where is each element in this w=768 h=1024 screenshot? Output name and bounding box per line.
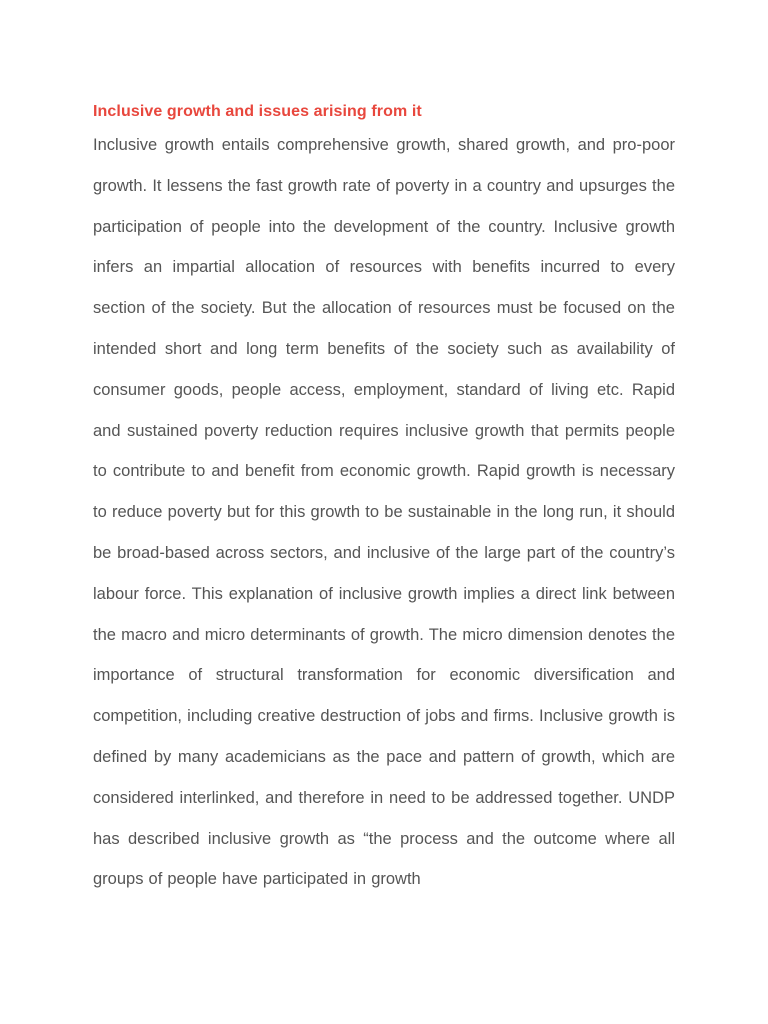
document-content	[93, 100, 675, 900]
body-paragraph: Inclusive growth entails comprehensive growth, shared growth, and pro-poor growth. It lessens the fast growth rate of poverty in a country and upsurges the participation of people into the development of the country. Inclusive growth infers an impartial allocation of resources with benefits incurred to every section of the society. But the allocation of resources must be focused on the intended short and long term benefits of the society such as availability of consumer goods, people access, employment, standard of living etc. Rapid and sustained poverty reduction requires inclusive growth that permits people to contribute to and benefit from economic growth. Rapid growth is necessary to reduce poverty but for this growth to be sustainable in the long run, it should be broad-based across sectors, and inclusive of the large part of the country’s labour force. This explanation of inclusive growth implies a direct link between the macro and micro determinants of growth. The micro dimension denotes the importance of structural transformation for economic diversification and competition, including creative destruction of jobs and firms. Inclusive growth is defined by many academicians as the pace and pattern of growth, which are considered interlinked, and therefore in need to be addressed together. UNDP has described inclusive growth as “the process and the outcome where all groups of people have participated in growth	[93, 136, 675, 889]
section-heading: Inclusive growth and issues arising from it	[93, 103, 422, 120]
